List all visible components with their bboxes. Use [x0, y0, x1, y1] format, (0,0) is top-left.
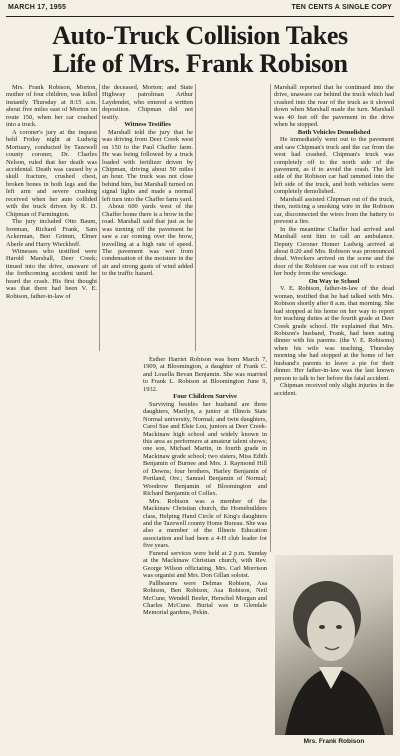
- col1-paragraph: Witnesses who testified were Harold Marshall, Deer Creek; tinued into the drive, unaware of the forthcoming accident until he heard the crash. His first thought was that there had been V. E. Robison, father-in-law of: [6, 247, 97, 300]
- masthead-rule: [6, 16, 394, 17]
- col4-paragraph: Pallbearers were Delmas Robison, Asa Robison, Ben Robison, Asa Robison, Neil McCune, Wendell Beeler, Herschel Morgan and Charles McCune. Burial was in Glendale Memorial gardens, Pekin.: [143, 579, 267, 617]
- column-3: [274, 84, 394, 552]
- col3-paragraph: He immediately went out to the pavement and saw Chipman's truck and the car from the west had crashed. Chipman's truck was completely off to the north side of the pavement, as if to avoid the crash. The left side of the Robison car had rammed into the left side of the truck, and both vehicles were completely demolished.: [274, 136, 394, 196]
- col2-paragraph: About 600 yards west of the Chaffer home there is a brow in the road. Marshall said that just as he was turning off the pavement he saw a car coming over the brow, travelling at a high rate of speed. The pavement was wet from condensation of the moisture in the air and strong gusts of wind added to the traffic hazard.: [102, 203, 193, 278]
- col1-paragraph: A coroner's jury at the inquest held Friday night at Ludwig Mortuary, conducted by Tazewell county coroner, Dr. Charles Nelson, ruled that her death was accidental. Death was caused by a skull fracture, crushed chest, broken bones in both legs and the left arm and severe crushing received when her auto collided with the truck driven by R. D. Chipman of Farmington.: [6, 128, 97, 218]
- issue-date: MARCH 17, 1955: [8, 4, 67, 11]
- col3-paragraph: Marshall reported that he continued into the drive, unaware car behind the truck which had crashed into the rear of the truck as it slowed down when Marshall made the turn. Marshall was 40 feet off the pavement in the drive when he stopped.: [274, 84, 394, 129]
- column-4: [143, 356, 267, 752]
- subhead-witness-testifies: Witness Testifies: [124, 121, 171, 129]
- headline-line-2: Life of Mrs. Frank Robison: [52, 49, 348, 78]
- subhead-way-to-school: On Way to School: [308, 277, 360, 285]
- column-2: [102, 84, 193, 351]
- masthead: [8, 4, 392, 16]
- col4-paragraph: Surviving besides her husband are three daughters, Marilyn, a junior at Illinois State Normal university, Normal; and twin daughters, Carol Sue and Elsie Lou, juniors at Deer Creek-Mackinaw high school and widely known in this area as performers at amateur talent shows; one son, Michael Martin, in fourth grade in Mackinaw grade school; two sisters, Miss Edith Benjamin of Burnee and Mrs. J. Raymond Hill of Downs; four brothers, Harley Benjamin of Portland, Ore.; Samuel Benjamin of Normal; Woodrow Benjamin of Bloomington and Richard Benjamin of Colfax.: [143, 400, 267, 498]
- portrait-illustration: [275, 555, 393, 735]
- issue-price: TEN CENTS A SINGLE COPY: [291, 4, 392, 11]
- column-divider: [195, 84, 196, 351]
- column-divider: [270, 84, 271, 552]
- photo-caption: Mrs. Frank Robison: [303, 738, 365, 745]
- col2-paragraph: the deceased, Morton; and State Highway patrolman Arthur Laydendet, who entered a written deposition. Chipman did not testify.: [102, 84, 193, 121]
- portrait-photo: [275, 555, 393, 735]
- col1-paragraph: Mrs. Frank Robison, Morton, mother of four children, was killed instantly Thursday at 8:15 a.m. about five miles east of Morton on route 150, when her car crashed into a truck.: [6, 84, 97, 129]
- col4-paragraph: Mrs. Robison was a member of the Mackinaw Christian church, the Homebuilders class, Helping Hand Circle of King's daughters and the Tazewell county Home Bureau. She was also a member of the Illinois Education association and had been a 4-H club leader for five years.: [143, 497, 267, 550]
- col4-paragraph: Esther Harriet Robison was born March 7, 1909, at Bloomington, a daughter of Frank C. and Louella Bevan Benjamin. She was married to Frank L. Robison at Bloomington June 9, 1932.: [143, 356, 267, 393]
- col4-paragraph: Funeral services were held at 2 p.m. Sunday at the Mackinaw Christian church, with Rev. George Wilson officiating. Mrs. Carl Morrison was organist and Mrs. Don Gillan soloist.: [143, 549, 267, 580]
- column-divider: [99, 84, 100, 351]
- col3-paragraph: In the meantime Chaffer had arrived and Marshall sent him to call an ambulance. Deputy Coroner Homer Ludwig arrived at about 8:20 and Mrs. Robison was pronounced dead. Wreckers arrived on the scene and the door of the Robison car was cut off to extract her body from the wreckage.: [274, 225, 394, 278]
- col2-paragraph: Marshall told the jury that he was driving from Deer Creek west on 150 to the Paul Chaffer farm. He was being followed by a truck loaded with fertilizer driven by Chipman, driving about 50 miles an hour. The truck was not close behind him, but Marshall turned on signal lights and made a normal left turn into the Chaffer farm yard.: [102, 128, 193, 203]
- col3-paragraph: Marshall assisted Chipman out of the truck, then, noticing a smoking wire in the Robison car, disconnected the wires from the battery to prevent a fire.: [274, 195, 394, 226]
- col1-paragraph: The jury included Otto Baum, foreman, Richard Frank, Sam Ackerman, Ben Grimm, Elmer Aberle and Harry Wieckhoff.: [6, 218, 97, 248]
- subhead-four-children: Four Children Survive: [173, 393, 237, 401]
- col3-paragraph: Chipman received only slight injuries in the accident.: [274, 382, 394, 397]
- subhead-vehicles-demolished: Both Vehicles Demolished: [297, 128, 371, 136]
- col3-paragraph: V. E. Robison, father-in-law of the dead woman, testified that he had talked with Mrs. Robison shortly after 8 a.m. that morning. She had stopped at his home on her way to report for teaching duties at the fourth grade at Deer Creek grade school. He explained that Mrs. Robison's husband, Frank, had been eating dinner with his parents. (the V. E. Robisons) when his wife was teaching, Thursday morning she had stopped at the home of her husband's parents to leave a pie for their dinner. Her father-in-law was the last known person to talk to her before the fatal accident.: [274, 285, 394, 382]
- headline: [6, 22, 394, 78]
- column-1: [6, 84, 97, 351]
- headline-line-1: Auto-Truck Collision Takes: [52, 21, 348, 50]
